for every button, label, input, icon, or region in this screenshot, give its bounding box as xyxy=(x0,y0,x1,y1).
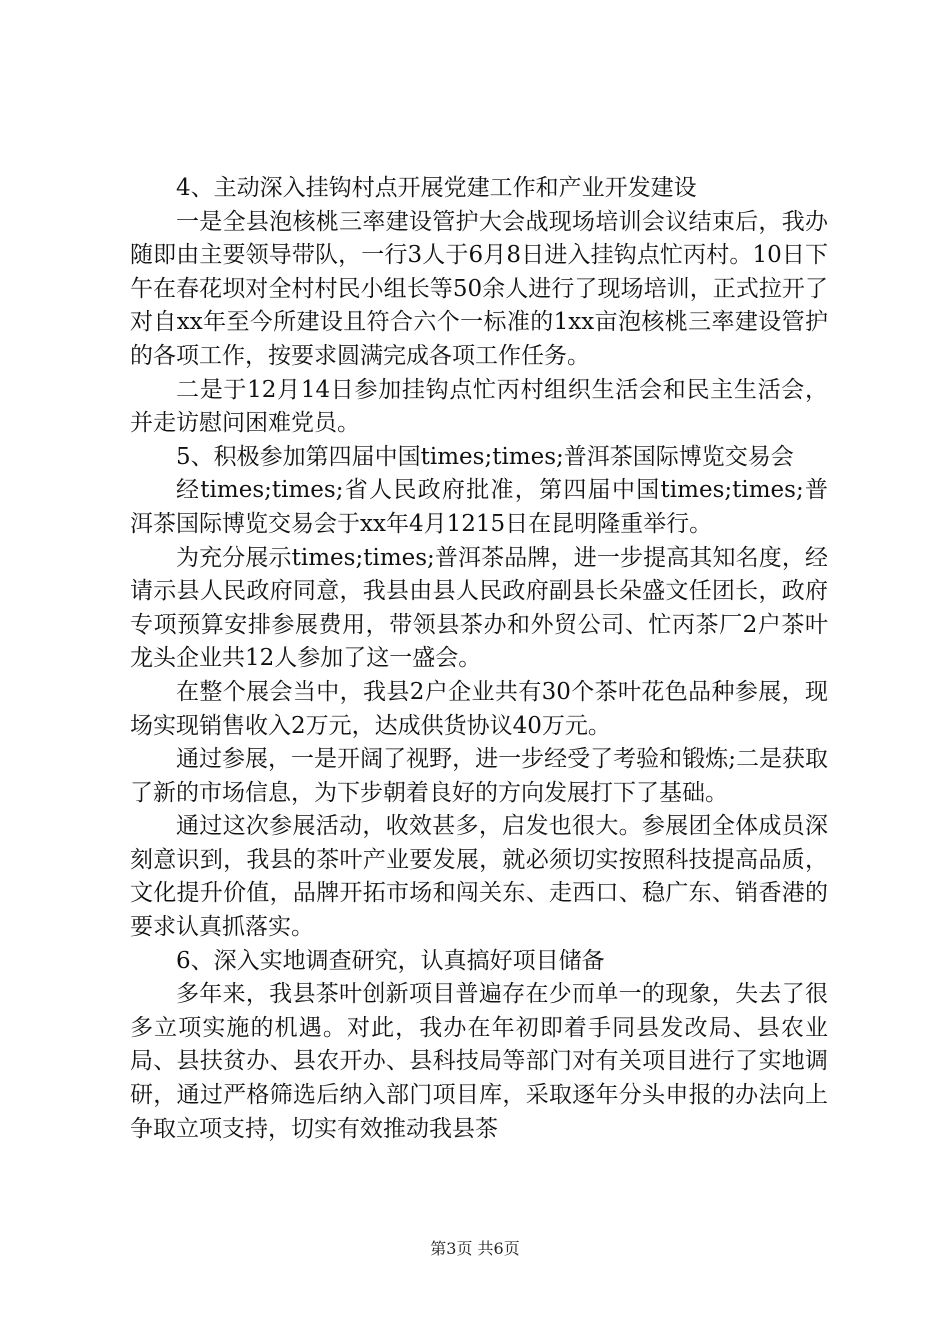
body-paragraph: 为充分展示times;times;普洱茶品牌，进一步提高其知名度，经请示县人民政府同意，我县由县人民政府副县长朵盛文任团长，政府专项预算安排参展费用，带领县茶办和外贸公司、忙丙茶厂2户茶叶龙头企业共12人参加了这一盛会。 xyxy=(130,544,828,672)
heading-item-6: 6、深入实地调查研究，认真搞好项目储备 xyxy=(176,947,605,974)
body-paragraph: 多年来，我县茶叶创新项目普遍存在少而单一的现象，失去了很多立项实施的机遇。对此，我办在年初即着手同县发改局、县农业局、县扶贫办、县农开办、县科技局等部门对有关项目进行了实地调研，通过严格筛选后纳入部门项目库，采取逐年分头申报的办法向上争取立项支持，切实有效推动我县茶 xyxy=(130,981,828,1142)
heading-item-4: 4、主动深入挂钩村点开展党建工作和产业开发建设 xyxy=(176,175,697,201)
heading-item-5: 5、积极参加第四届中国times;times;普洱茶国际博览交易会 xyxy=(176,443,794,470)
page-number-footer: 第3页 共6页 xyxy=(430,1239,520,1258)
body-paragraph: 经times;times;省人民政府批准，第四届中国times;times;普洱茶国际博览交易会于xx年4月1215日在昆明隆重举行。 xyxy=(130,477,828,537)
body-paragraph: 通过这次参展活动，收效甚多，启发也很大。参展团全体成员深刻意识到，我县的茶叶产业要发展，就必须切实按照科技提高品质，文化提升价值，品牌开拓市场和闯关东、走西口、稳广东、销香港的要求认真抓落实。 xyxy=(130,813,828,941)
body-paragraph: 二是于12月14日参加挂钩点忙丙村组织生活会和民主生活会，并走访慰问困难党员。 xyxy=(130,376,828,437)
body-paragraph: 一是全县泡核桃三率建设管护大会战现场培训会议结束后，我办随即由主要领导带队，一行3人于6月8日进入挂钩点忙丙村。10日下午在春花坝对全村村民小组长等50余人进行了现场培训，正式拉开了对自xx年至今所建设且符合六个一标准的1xx亩泡核桃三率建设管护的各项工作，按要求圆满完成各项工作任务。 xyxy=(130,208,828,369)
body-paragraph: 通过参展，一是开阔了视野，进一步经受了考验和锻炼;二是获取了新的市场信息，为下步朝着良好的方向发展打下了基础。 xyxy=(130,746,828,806)
body-paragraph: 在整个展会当中，我县2户企业共有30个茶叶花色品种参展，现场实现销售收入2万元，达成供货协议40万元。 xyxy=(130,678,828,739)
document-body xyxy=(130,172,828,1146)
